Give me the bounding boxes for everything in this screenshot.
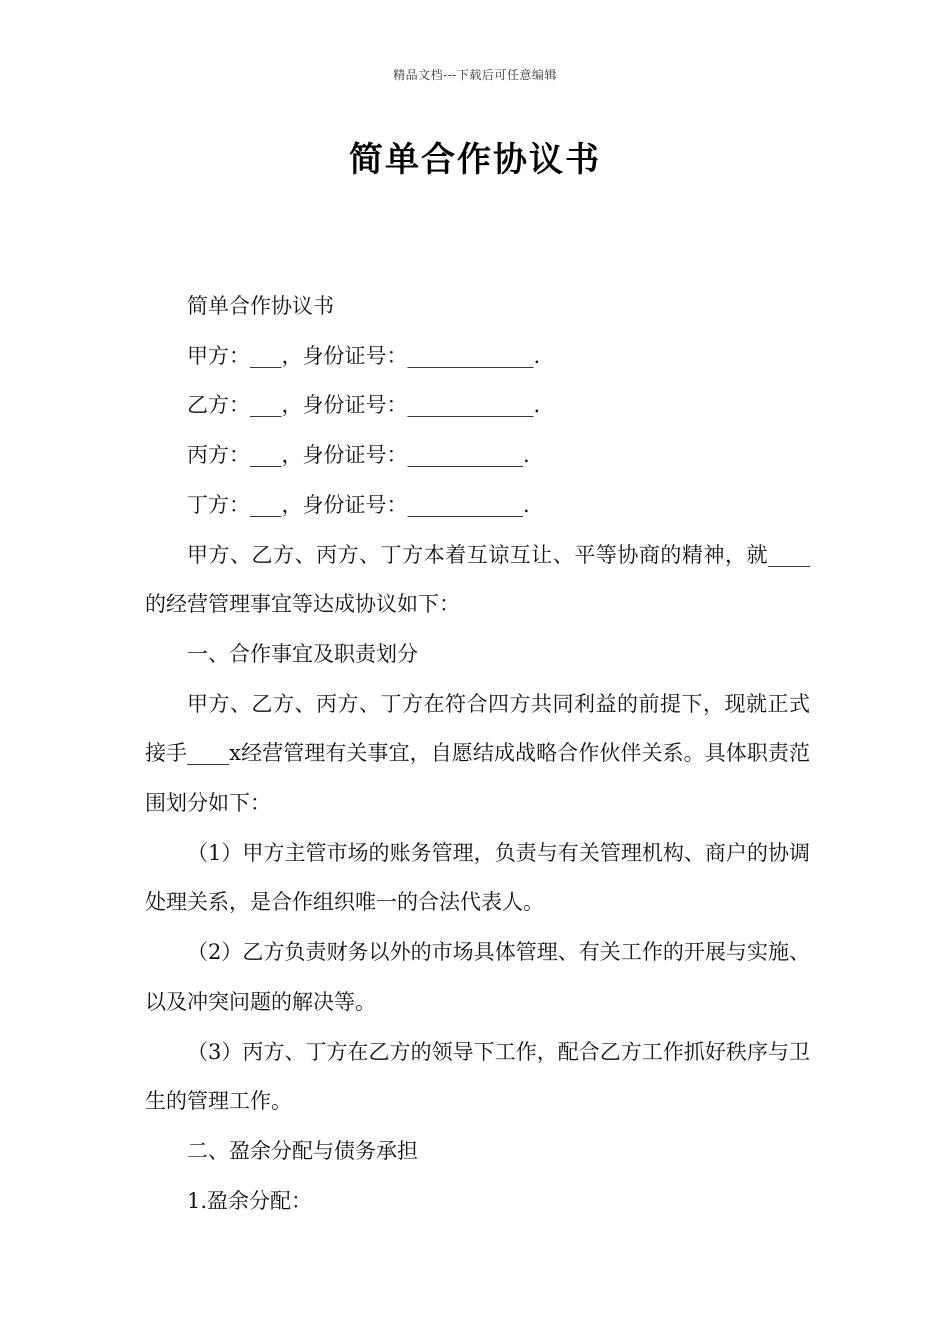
list-item-duty-3: （3）丙方、丁方在乙方的领导下工作，配合乙方工作抓好秩序与卫生的管理工作。 (145, 1039, 810, 1114)
section-heading-2: 二、盈余分配与债务承担 (187, 1138, 418, 1163)
paragraph-subtitle: 简单合作协议书 (187, 294, 334, 318)
paragraph-party-b: 乙方：___，身份证号：____________. (187, 393, 541, 418)
paragraph-party-a: 甲方：___，身份证号：____________. (187, 343, 541, 368)
paragraph-party-d: 丁方：___，身份证号：___________. (187, 492, 530, 517)
list-item-duty-2: （2）乙方负责财务以外的市场具体管理、有关工作的开展与实施、以及冲突问题的解决等。 (145, 940, 810, 1014)
header-note: 精品文档---下载后可任意编辑 (393, 68, 557, 82)
section-heading-1: 一、合作事宜及职责划分 (187, 641, 418, 666)
paragraph-preamble: 甲方、乙方、丙方、丁方本着互谅互让、平等协商的精神，就____的经营管理事宜等达成协议如下： (145, 542, 810, 617)
document-body (145, 282, 810, 1226)
document-title: 简单合作协议书 (349, 140, 601, 180)
subsection-heading-profit: 1.盈余分配： (187, 1188, 313, 1213)
list-item-duty-1: （1）甲方主管市场的账务管理，负责与有关管理机构、商户的协调处理关系，是合作组织唯一的合法代表人。 (145, 840, 810, 915)
paragraph-party-c: 丙方：___，身份证号：___________. (187, 443, 530, 468)
paragraph-cooperation: 甲方、乙方、丙方、丁方在符合四方共同利益的前提下，现就正式接手____x经营管理有关事宜，自愿结成战略合作伙伴关系。具体职责范围划分如下： (145, 691, 810, 816)
